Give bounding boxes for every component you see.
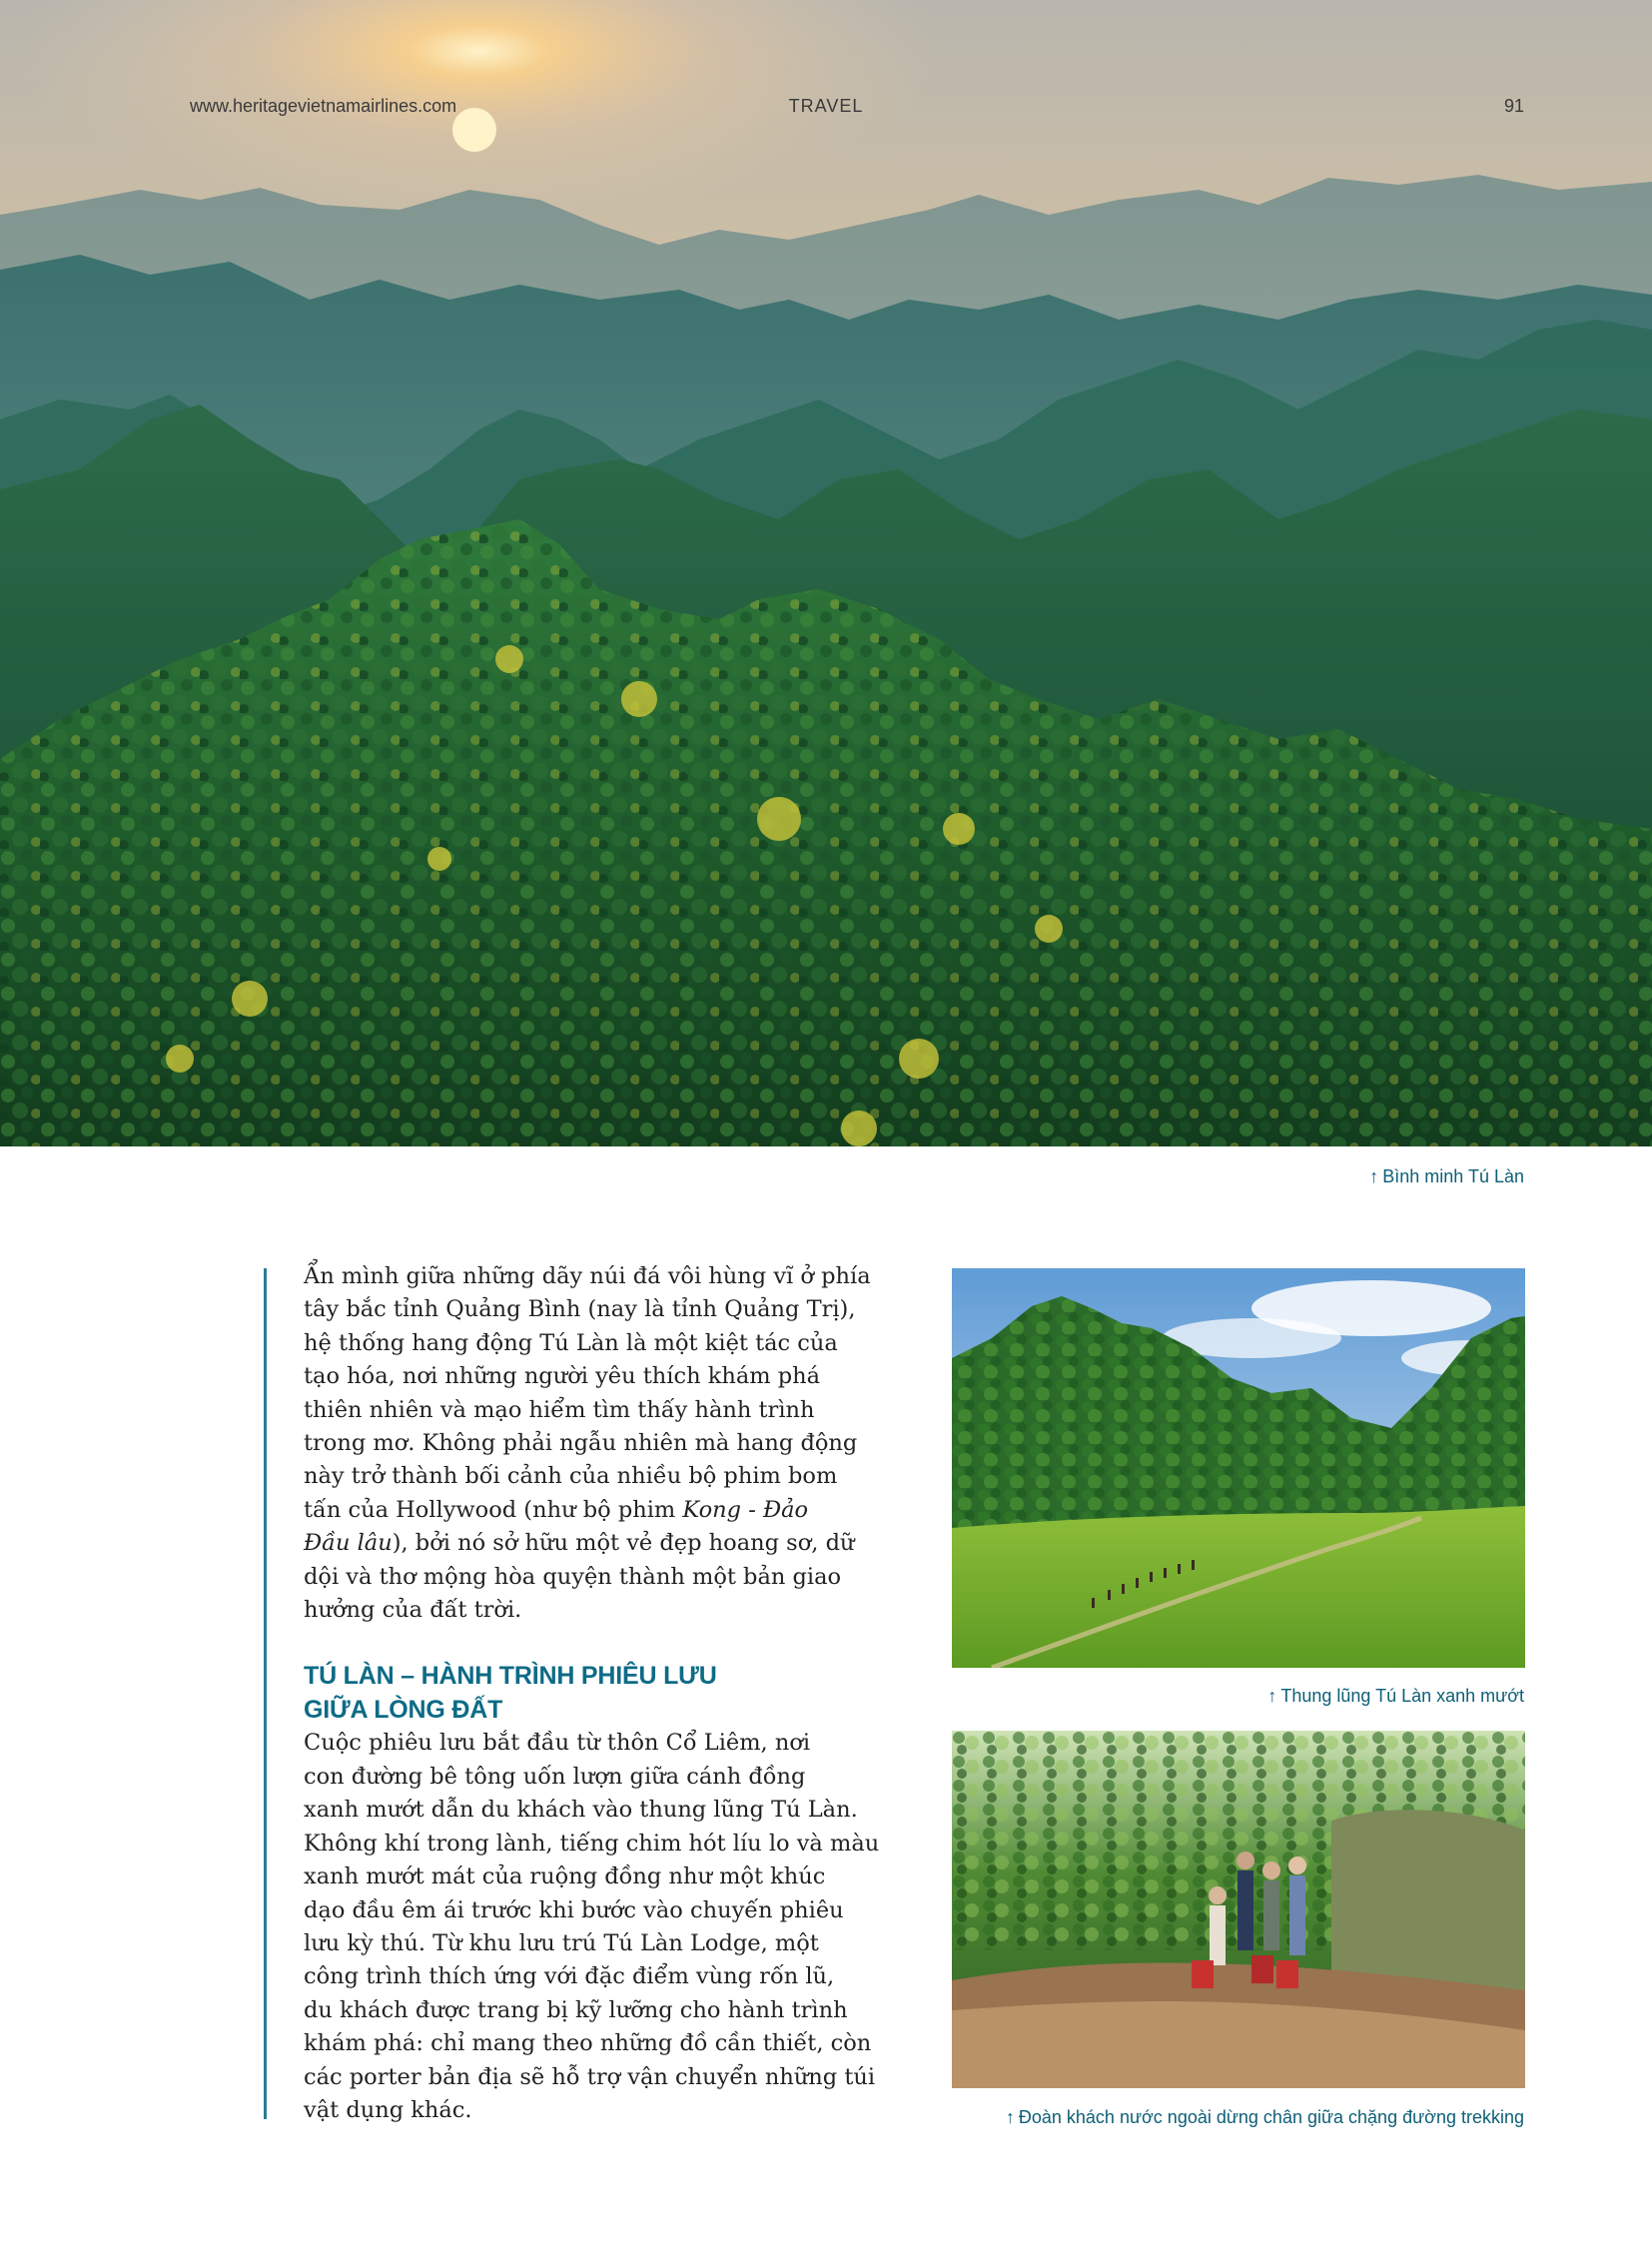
intro-paragraph [304,1260,871,1627]
section-label: TRAVEL [788,96,864,116]
column-rule [264,1268,267,2119]
body-paragraph [304,1727,880,2127]
arrow-up-icon: ↑ [1005,2107,1015,2127]
valley-caption [1267,1686,1524,1707]
hero-caption [1369,1166,1524,1187]
intro-line: này trở thành bối cảnh của nhiều bộ phim bom [304,1463,838,1490]
intro-line-with-film-title-end [304,1527,863,1560]
arrow-up-icon: ↑ [1369,1166,1379,1186]
body-line: xanh mướt dẫn du khách vào thung lũng Tú Làn. [304,1797,858,1824]
tourists-photo [952,1731,1525,2088]
body-line: các porter bản địa sẽ hỗ trợ vận chuyển những túi [304,2063,876,2090]
film-title-part-a: Kong - Đảo [682,1496,809,1523]
body-line: Không khí trong lành, tiếng chim hót líu lo và màu [304,1830,880,1857]
website-url[interactable]: www.heritagevietnamairlines.com [190,96,457,116]
body-line: Cuộc phiêu lưu bắt đầu từ thôn Cổ Liêm, nơi [304,1730,811,1757]
intro-line: hưởng của đất trời. [304,1597,522,1624]
tourists-caption-text: Đoàn khách nước ngoài dừng chân giữa chặng đường trekking [1018,2107,1524,2127]
body-line: con đường bê tông uốn lượn giữa cánh đồng [304,1763,806,1790]
intro-line: thiên nhiên và mạo hiểm tìm thấy hành trình [304,1396,815,1423]
tourists-caption [1006,2107,1524,2128]
intro-line: hệ thống hang động Tú Làn là một kiệt tác của [304,1329,838,1356]
section-subheading [304,1659,863,1727]
intro-line: tây bắc tỉnh Quảng Bình (nay là tỉnh Quảng Trị), [304,1296,856,1323]
intro-line-with-film-title [304,1494,863,1527]
film-title-part-b: Đầu lâu [304,1530,393,1557]
intro-line: tạo hóa, nơi những người yêu thích khám phá [304,1363,821,1390]
valley-meadow-with-trekkers-image [952,1268,1525,1668]
body-line: công trình thích ứng với đặc điểm vùng rốn lũ, [304,1963,835,1990]
body-line: du khách được trang bị kỹ lưỡng cho hành trình [304,1996,848,2023]
subheading-line: GIỮA LÒNG ĐẤT [304,1696,503,1725]
body-line: vật dụng khác. [304,2096,472,2123]
body-line: khám phá: chỉ mang theo những đồ cần thiết, còn [304,2030,872,2057]
intro-line: dội và thơ mộng hòa quyện thành một bản giao [304,1563,842,1590]
body-line: dạo đầu êm ái trước khi bước vào chuyến phiêu [304,1896,844,1923]
page-number: 91 [1503,96,1524,116]
intro-line-head: tấn của Hollywood (như bộ phim [304,1496,683,1523]
intro-line: trong mơ. Không phải ngẫu nhiên mà hang động [304,1430,858,1457]
body-line: xanh mướt mát của ruộng đồng như một khúc [304,1864,826,1890]
arrow-up-icon: ↑ [1267,1686,1277,1706]
subheading-line: TÚ LÀN – HÀNH TRÌNH PHIÊU LƯU [304,1662,717,1691]
valley-caption-text: Thung lũng Tú Làn xanh mướt [1280,1686,1524,1706]
hero-caption-text: Bình minh Tú Làn [1382,1166,1524,1186]
body-line: lưu kỳ thú. Từ khu lưu trú Tú Làn Lodge, một [304,1929,819,1956]
article-column [304,1260,880,2127]
intro-line: Ẩn mình giữa những dãy núi đá vôi hùng vĩ ở phía [304,1263,871,1289]
intro-line-tail: ), bởi nó sở hữu một vẻ đẹp hoang sơ, dữ [392,1530,855,1557]
valley-photo [952,1268,1525,1668]
foreign-tourists-resting-in-forest-image [952,1731,1525,2088]
page-header [0,96,1652,126]
